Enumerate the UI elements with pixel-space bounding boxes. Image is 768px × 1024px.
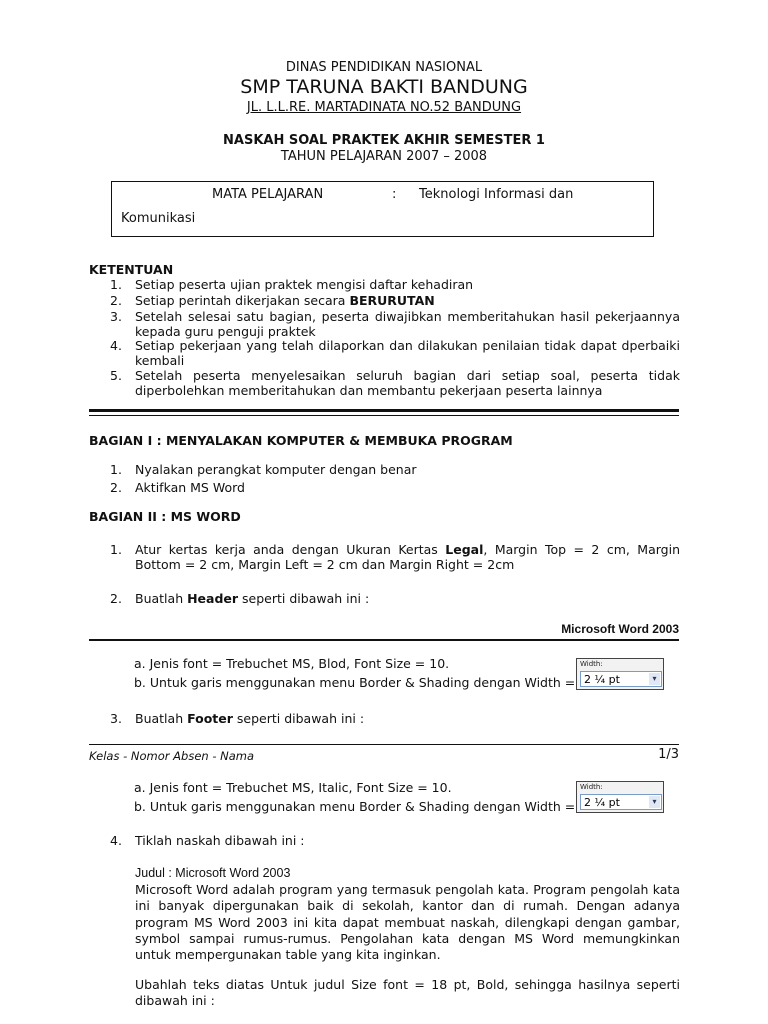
exam-title: NASKAH SOAL PRAKTEK AKHIR SEMESTER 1 — [223, 133, 545, 148]
body-paragraph: Microsoft Word adalah program yang termasuk pengolah kata. Program pengolah kata ini banyak dipergunakan baik di sekolah, kantor dan di rumah. Dengan adanya program MS Word 2003 ini kita dapat membuat naskah, dilengkapi dengan gambar, symbol sampai rumus-rumus. Pengolahan kata dengan MS Word memungkinkan untuk mempergunakan table yang kita inginkan. — [135, 882, 680, 963]
divider-thick — [89, 409, 679, 412]
school-address: JL. L.L.RE. MARTADINATA NO.52 BANDUNG — [246, 100, 522, 115]
footer-font-spec: a. Jenis font = Trebuchet MS, Italic, Font Size = 10. — [134, 780, 452, 795]
header-sample-text: Microsoft Word 2003 — [561, 622, 679, 636]
bagian1-heading: BAGIAN I : MENYALAKAN KOMPUTER & MEMBUKA PROGRAM — [89, 433, 513, 448]
academic-year: TAHUN PELAJARAN 2007 – 2008 — [280, 149, 488, 164]
footer-border-spec: b. Untuk garis menggunakan menu Border & Shading dengan Width = — [134, 799, 576, 814]
footer-sample-left: Kelas - Nomor Absen - Nama — [89, 749, 255, 763]
header-font-spec: a. Jenis font = Trebuchet MS, Blod, Font Size = 10. — [134, 656, 450, 671]
width-dropdown[interactable] — [576, 658, 664, 690]
ketentuan-heading: KETENTUAN — [89, 262, 174, 277]
subject-value-line2: Komunikasi — [121, 211, 196, 226]
instruction-paragraph: Ubahlah teks diatas Untuk judul Size font = 18 pt, Bold, sehingga hasilnya seperti dibawah ini : — [135, 977, 680, 1009]
width-label: Width: — [580, 660, 603, 668]
width-label: Width: — [580, 783, 603, 791]
agency-name: DINAS PENDIDIKAN NASIONAL — [285, 60, 483, 75]
width-value: 2 ¼ pt — [584, 796, 620, 809]
footer-sample-line — [89, 744, 679, 745]
subject-colon: : — [392, 187, 397, 202]
divider-thin — [89, 415, 679, 416]
school-name: SMP TARUNA BAKTI BANDUNG — [240, 76, 528, 98]
footer-sample-page: 1/3 — [658, 747, 679, 762]
chevron-down-icon[interactable]: ▾ — [649, 673, 660, 685]
judul-line: Judul : Microsoft Word 2003 — [135, 866, 291, 880]
subject-value-line1: Teknologi Informasi dan — [419, 187, 574, 202]
header-border-spec: b. Untuk garis menggunakan menu Border & Shading dengan Width = — [134, 675, 576, 690]
bagian2-heading: BAGIAN II : MS WORD — [89, 509, 241, 524]
width-value: 2 ¼ pt — [584, 673, 620, 686]
chevron-down-icon[interactable]: ▾ — [649, 796, 660, 808]
header-sample-line — [89, 639, 679, 641]
subject-box — [111, 181, 654, 237]
subject-label: MATA PELAJARAN — [212, 187, 324, 202]
width-dropdown[interactable] — [576, 781, 664, 813]
